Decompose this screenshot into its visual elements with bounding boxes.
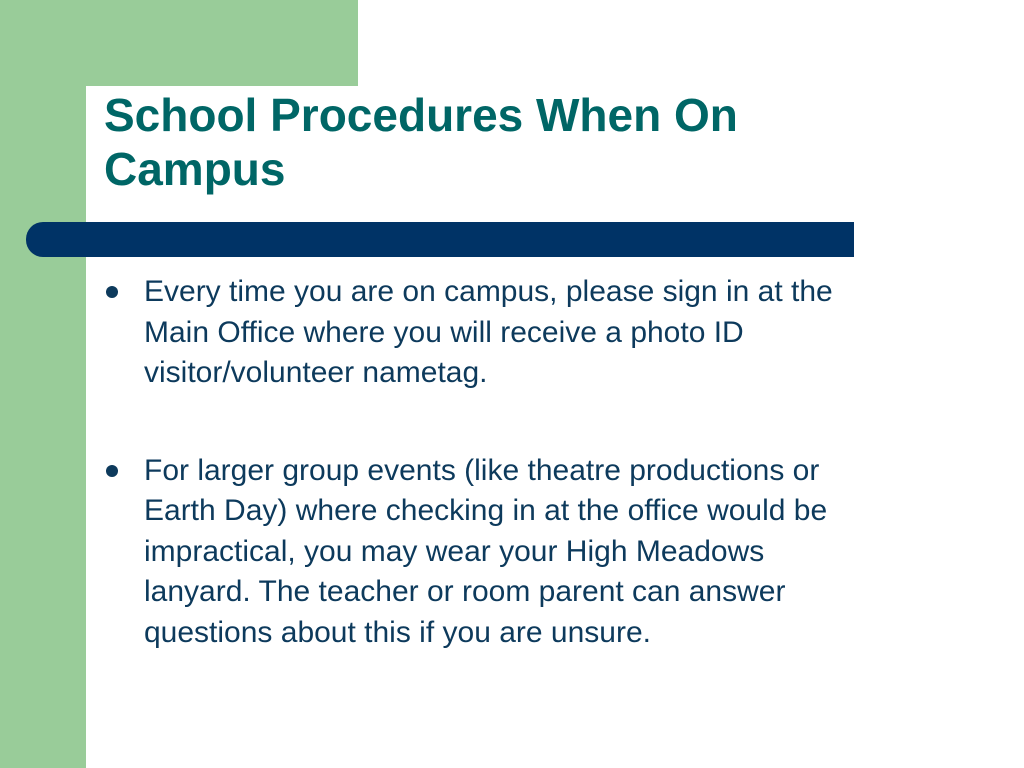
bullet-text-line: impractical, you may wear your High Meadows — [144, 534, 765, 568]
slide-title-line: Campus — [104, 143, 286, 195]
bullet-text-line: lanyard. The teacher or room parent can answer — [144, 575, 786, 608]
slide-title — [104, 88, 924, 196]
bullet-text-line: For larger group events (like theatre productions or — [144, 453, 820, 487]
bullet-text-line: Every time you are on campus, please sign in at the — [144, 275, 833, 308]
bullet-item-sign-in — [104, 272, 964, 394]
slide-title-line: School Procedures When On — [104, 89, 738, 141]
bullet-dot-icon — [106, 286, 118, 298]
bullet-item-lanyard — [104, 451, 964, 654]
decorative-green-left-band — [0, 0, 86, 768]
bullet-text-line: Main Office where you will receive a photo ID — [144, 315, 744, 349]
bullet-text-line: questions about this if you are unsure. — [144, 615, 651, 649]
bullet-text-line: visitor/volunteer nametag. — [144, 356, 488, 389]
bullet-dot-icon — [106, 465, 118, 477]
bullet-text-line: Earth Day) where checking in at the office would be — [144, 494, 828, 527]
bullet-list — [104, 272, 964, 653]
title-underline-bar — [26, 222, 854, 257]
